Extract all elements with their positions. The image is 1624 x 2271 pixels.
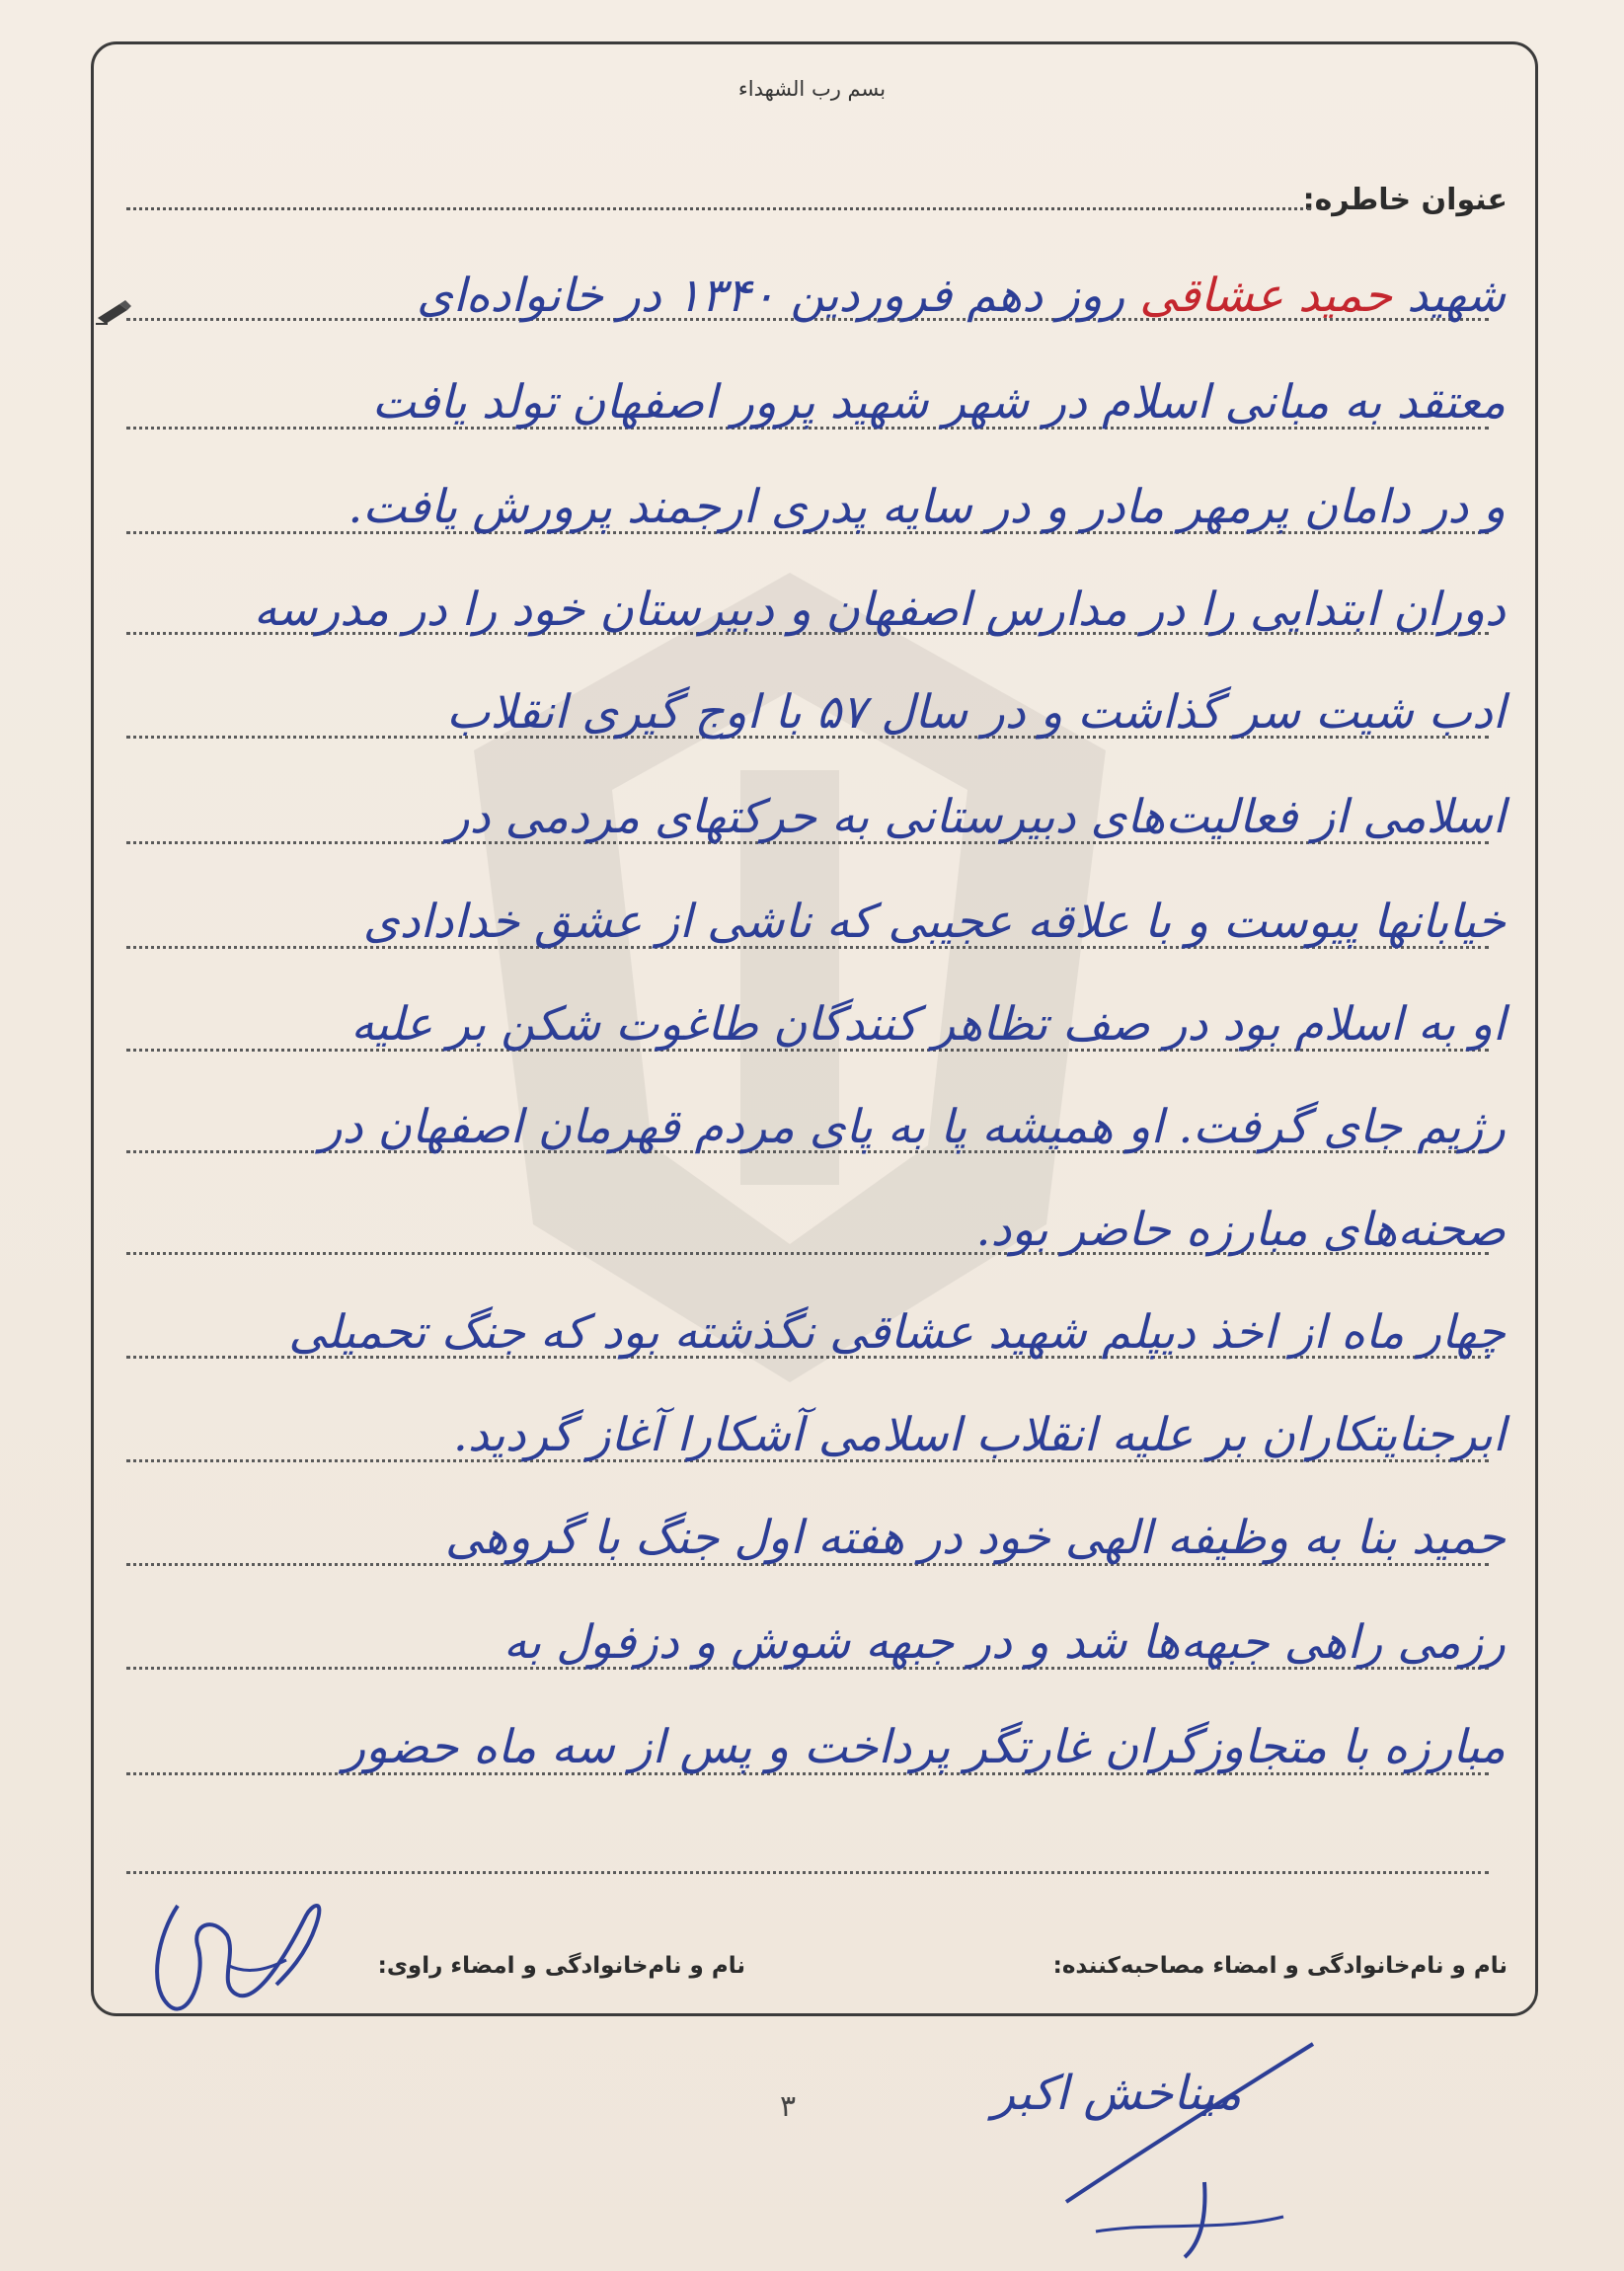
martyr-name: حمید عشاقی [1139, 269, 1393, 323]
interviewer-signature-label: نام و نام‌خانوادگی و امضاء مصاحبه‌کننده: [1052, 1953, 1508, 1979]
handwritten-line: ابرجنایتکاران بر علیه انقلاب اسلامی آشکارا آغاز گردید. [452, 1408, 1506, 1462]
handwritten-rest: روز دهم فروردین ۱۳۴۰ در خانواده‌ای [417, 269, 1125, 323]
handwritten-line: رزمی راهی جبهه‌ها شد و در جبهه شوش و دزفول به [503, 1615, 1506, 1670]
handwritten-line: ادب شیت سر گذاشت و در سال ۵۷ با اوج گیری انقلاب [446, 685, 1506, 740]
handwritten-lead: شهید [1407, 269, 1506, 323]
handwritten-line: چهار ماه از اخذ دیپلم شهید عشاقی نگذشته بود که جنگ تحمیلی [288, 1305, 1506, 1360]
handwritten-line: مبارزه با متجاوزگران غارتگر پرداخت و پس از سه ماه حضور [343, 1720, 1506, 1774]
handwritten-line [94, 267, 1506, 326]
narrator-signature-label: نام و نام‌خانوادگی و امضاء راوی: [377, 1953, 745, 1979]
memory-title-label: عنوان خاطره: [1302, 183, 1508, 217]
handwritten-line: او به اسلام بود در صف تظاهر کنندگان طاغوت شکن بر علیه [350, 997, 1506, 1052]
interviewer-signature-name: میناخش اکبر [992, 2066, 1242, 2121]
handwritten-line: خیابانها پیوست و با علاقه عجیبی که ناشی از عشق خدادادی [362, 895, 1506, 949]
narrator-signature [138, 1876, 336, 2034]
ruled-line [126, 1871, 1489, 1874]
handwritten-line: اسلامی از فعالیت‌های دبیرستانی به حرکتهای مردمی در [446, 790, 1506, 844]
handwritten-line: حمید بنا به وظیفه الهی خود در هفته اول جنگ با گروهی [444, 1511, 1506, 1565]
handwritten-line: رژیم جای گرفت. او همیشه پا به پای مردم قهرمان اصفهان در [319, 1100, 1506, 1154]
handwritten-line: و در دامان پرمهر مادر و در سایه پدری ارجمند پرورش یافت. [348, 480, 1506, 534]
handwritten-line: صحنه‌های مبارزه حاضر بود. [975, 1203, 1506, 1257]
handwritten-line: دوران ابتدایی را در مدارس اصفهان و دبیرستان خود را در مدرسه [253, 583, 1506, 637]
form-header: بسم رب الشهداء [737, 77, 887, 101]
title-dotted-line [126, 207, 1311, 210]
page-number: ۳ [780, 2089, 797, 2124]
handwritten-line: معتقد به مبانی اسلام در شهر شهید پرور اصفهان تولد یافت [371, 375, 1506, 430]
